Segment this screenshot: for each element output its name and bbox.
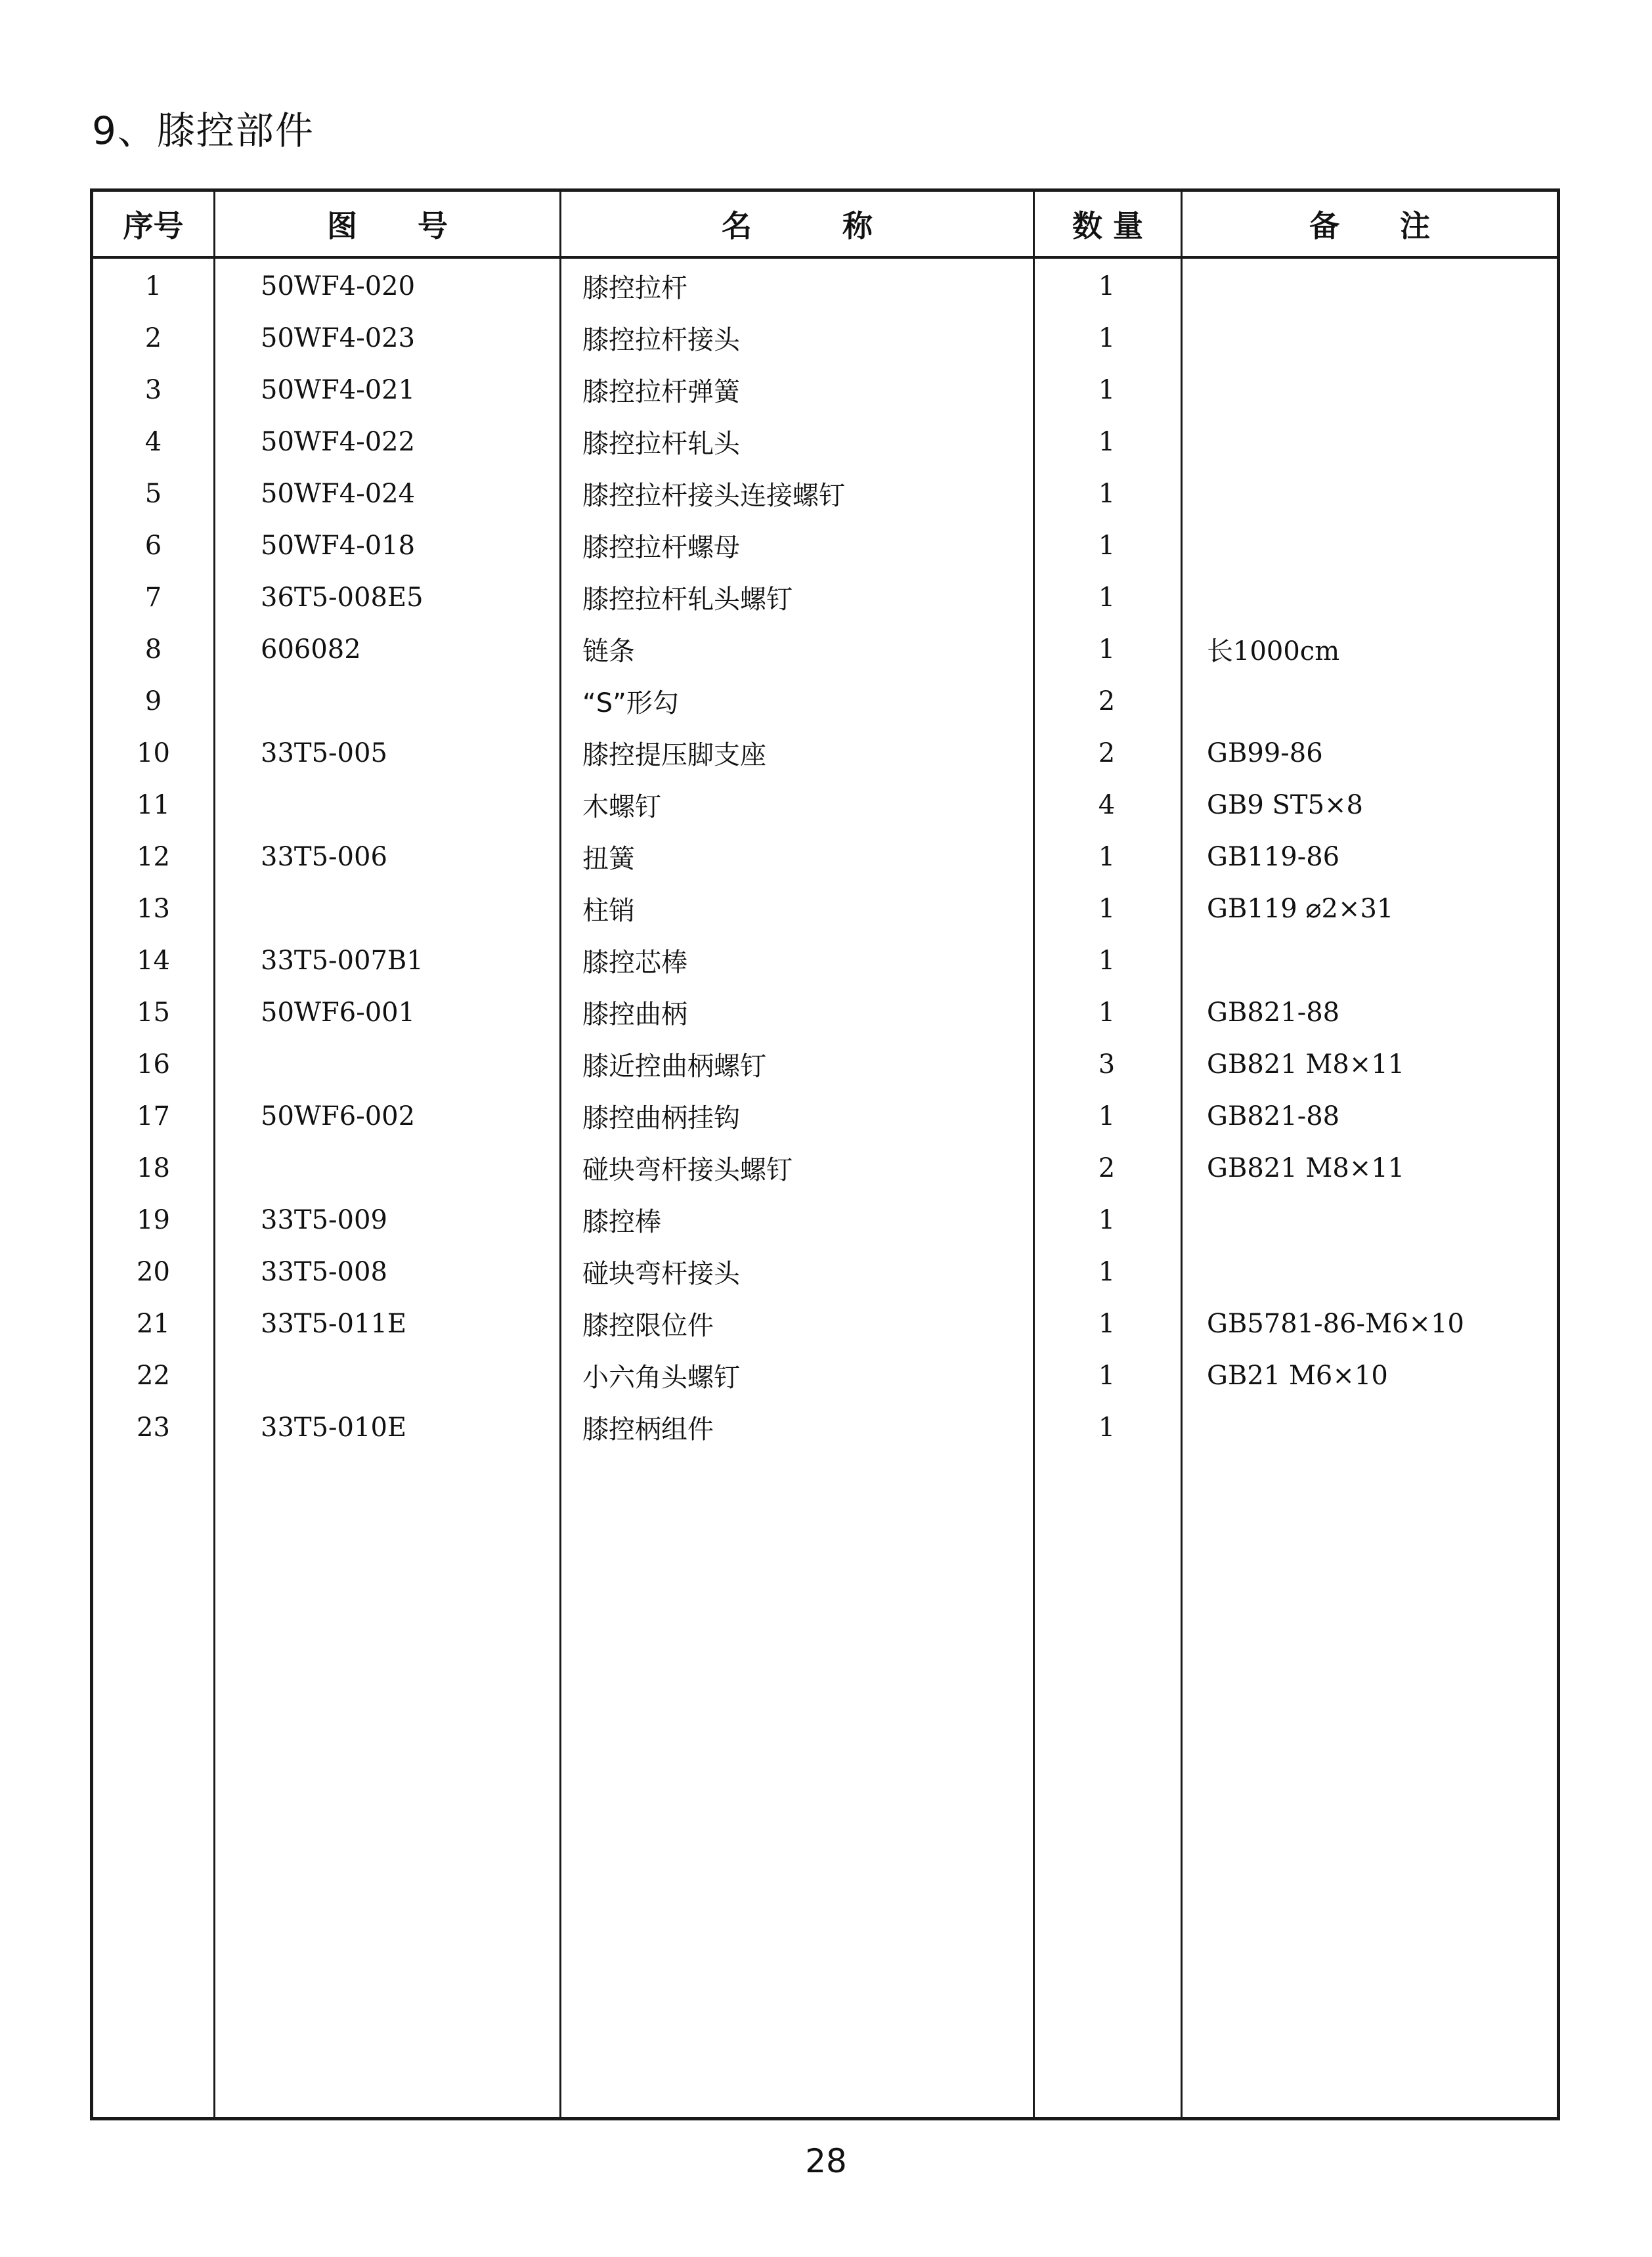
drawing-number: 33T5-011E: [261, 1308, 407, 1339]
row-number: 17: [137, 1101, 170, 1131]
table-row: [93, 727, 1557, 779]
drawing-number: 33T5-005: [261, 737, 387, 768]
quantity: 1: [1098, 1412, 1116, 1443]
table-row: [93, 831, 1557, 883]
drawing-number: 36T5-008E5: [261, 582, 424, 613]
quantity: 1: [1098, 582, 1116, 613]
table-row: [93, 1401, 1557, 1453]
remark: GB5781-86-M6×10: [1207, 1308, 1464, 1339]
part-name: 膝控限位件: [582, 1311, 714, 1341]
page-number: 28: [805, 2142, 847, 2180]
quantity: 1: [1098, 374, 1116, 405]
quantity: 1: [1098, 634, 1116, 665]
remark: 长1000cm: [1207, 636, 1340, 667]
drawing-number: 33T5-008: [261, 1256, 387, 1287]
row-number: 19: [137, 1204, 170, 1235]
quantity: 2: [1098, 1152, 1116, 1183]
part-name: 膝控柄组件: [582, 1414, 714, 1445]
row-number: 9: [144, 686, 162, 716]
part-name: 膝控芯棒: [582, 948, 687, 978]
part-name: 膝控拉杆: [582, 273, 687, 303]
part-name: 木螺钉: [582, 792, 661, 822]
table-row: [93, 1349, 1557, 1401]
table-row: [93, 364, 1557, 416]
remark: GB119-86: [1207, 841, 1340, 872]
drawing-number: 33T5-007B1: [261, 945, 424, 976]
part-name: 膝控曲柄挂钩: [582, 1103, 740, 1133]
header-divider: [93, 256, 1557, 259]
quantity: 1: [1098, 478, 1116, 509]
part-name: 膝控拉杆接头: [582, 325, 740, 355]
row-number: 23: [137, 1412, 170, 1443]
drawing-number: 606082: [261, 634, 361, 665]
row-number: 8: [144, 634, 162, 665]
row-number: 4: [144, 426, 162, 457]
table-row: [93, 623, 1557, 675]
remark: GB99-86: [1207, 737, 1323, 768]
table-row: [93, 1038, 1557, 1090]
row-number: 5: [144, 478, 162, 509]
remark: GB21 M6×10: [1207, 1360, 1388, 1391]
drawing-number: 50WF6-001: [261, 997, 416, 1028]
row-number: 3: [144, 374, 162, 405]
drawing-number: 50WF4-021: [261, 374, 416, 405]
table-row: [93, 312, 1557, 364]
quantity: 1: [1098, 1256, 1116, 1287]
quantity: 1: [1098, 322, 1116, 353]
row-number: 21: [137, 1308, 170, 1339]
quantity: 1: [1098, 841, 1116, 872]
drawing-number: 50WF4-020: [261, 271, 416, 301]
drawing-number: 50WF4-023: [261, 322, 416, 353]
quantity: 1: [1098, 1360, 1116, 1391]
drawing-number: 33T5-009: [261, 1204, 387, 1235]
drawing-number: 50WF6-002: [261, 1101, 416, 1131]
table-row: [93, 571, 1557, 623]
part-name: 膝近控曲柄螺钉: [582, 1051, 766, 1082]
row-number: 11: [137, 789, 170, 820]
quantity: 4: [1098, 789, 1116, 820]
table-row: [93, 986, 1557, 1038]
row-number: 10: [137, 737, 170, 768]
quantity: 1: [1098, 530, 1116, 561]
part-name: 碰块弯杆接头螺钉: [582, 1155, 793, 1185]
quantity: 1: [1098, 426, 1116, 457]
remark: GB821-88: [1207, 997, 1340, 1028]
part-name: 碰块弯杆接头: [582, 1259, 740, 1289]
quantity: 2: [1098, 737, 1116, 768]
row-number: 20: [137, 1256, 170, 1287]
quantity: 1: [1098, 945, 1116, 976]
table-row: [93, 260, 1557, 312]
row-number: 22: [137, 1360, 170, 1391]
page-title: 9、膝控部件: [92, 108, 315, 153]
table-row: [93, 1246, 1557, 1298]
row-number: 13: [137, 893, 170, 924]
remark: GB821-88: [1207, 1101, 1340, 1131]
header-no: 序号: [123, 208, 184, 244]
part-name: 膝控提压脚支座: [582, 740, 766, 770]
quantity: 1: [1098, 271, 1116, 301]
table-row: [93, 1194, 1557, 1246]
header-name: 名 称: [722, 208, 873, 244]
part-name: 膝控拉杆轧头螺钉: [582, 584, 793, 615]
quantity: 1: [1098, 893, 1116, 924]
remark: GB821 M8×11: [1207, 1049, 1405, 1080]
table-row: [93, 675, 1557, 727]
part-name: 膝控拉杆轧头: [582, 429, 740, 459]
part-name: 膝控曲柄: [582, 999, 687, 1030]
table-row: [93, 779, 1557, 831]
drawing-number: 33T5-010E: [261, 1412, 407, 1443]
part-name: 膝控拉杆接头连接螺钉: [582, 481, 845, 511]
table-row: [93, 1298, 1557, 1349]
part-name: 膝控拉杆螺母: [582, 533, 740, 563]
row-number: 6: [144, 530, 162, 561]
part-name: 扭簧: [582, 844, 635, 874]
part-name: “S”形勾: [582, 688, 679, 718]
header-qty: 数 量: [1072, 208, 1143, 244]
part-name: 膝控拉杆弹簧: [582, 377, 740, 407]
quantity: 1: [1098, 997, 1116, 1028]
parts-table: [90, 188, 1560, 2120]
part-name: 膝控棒: [582, 1207, 661, 1237]
remark: GB821 M8×11: [1207, 1152, 1405, 1183]
quantity: 1: [1098, 1101, 1116, 1131]
table-row: [93, 519, 1557, 571]
row-number: 18: [137, 1152, 170, 1183]
header-drawing: 图 号: [327, 208, 448, 244]
remark: GB9 ST5×8: [1207, 789, 1364, 820]
header-note: 备 注: [1309, 208, 1430, 244]
table-row: [93, 468, 1557, 519]
table-row: [93, 1142, 1557, 1194]
row-number: 15: [137, 997, 170, 1028]
table-row: [93, 883, 1557, 934]
table-row: [93, 934, 1557, 986]
row-number: 16: [137, 1049, 170, 1080]
part-name: 链条: [582, 636, 635, 667]
part-name: 柱销: [582, 896, 635, 926]
drawing-number: 50WF4-018: [261, 530, 416, 561]
row-number: 2: [144, 322, 162, 353]
drawing-number: 33T5-006: [261, 841, 387, 872]
drawing-number: 50WF4-022: [261, 426, 416, 457]
quantity: 3: [1098, 1049, 1116, 1080]
row-number: 14: [137, 945, 170, 976]
drawing-number: 50WF4-024: [261, 478, 416, 509]
quantity: 1: [1098, 1204, 1116, 1235]
row-number: 1: [144, 271, 162, 301]
quantity: 2: [1098, 686, 1116, 716]
table-row: [93, 416, 1557, 468]
row-number: 12: [137, 841, 170, 872]
quantity: 1: [1098, 1308, 1116, 1339]
part-name: 小六角头螺钉: [582, 1363, 740, 1393]
table-row: [93, 1090, 1557, 1142]
row-number: 7: [144, 582, 162, 613]
remark: GB119 ⌀2×31: [1207, 893, 1394, 924]
